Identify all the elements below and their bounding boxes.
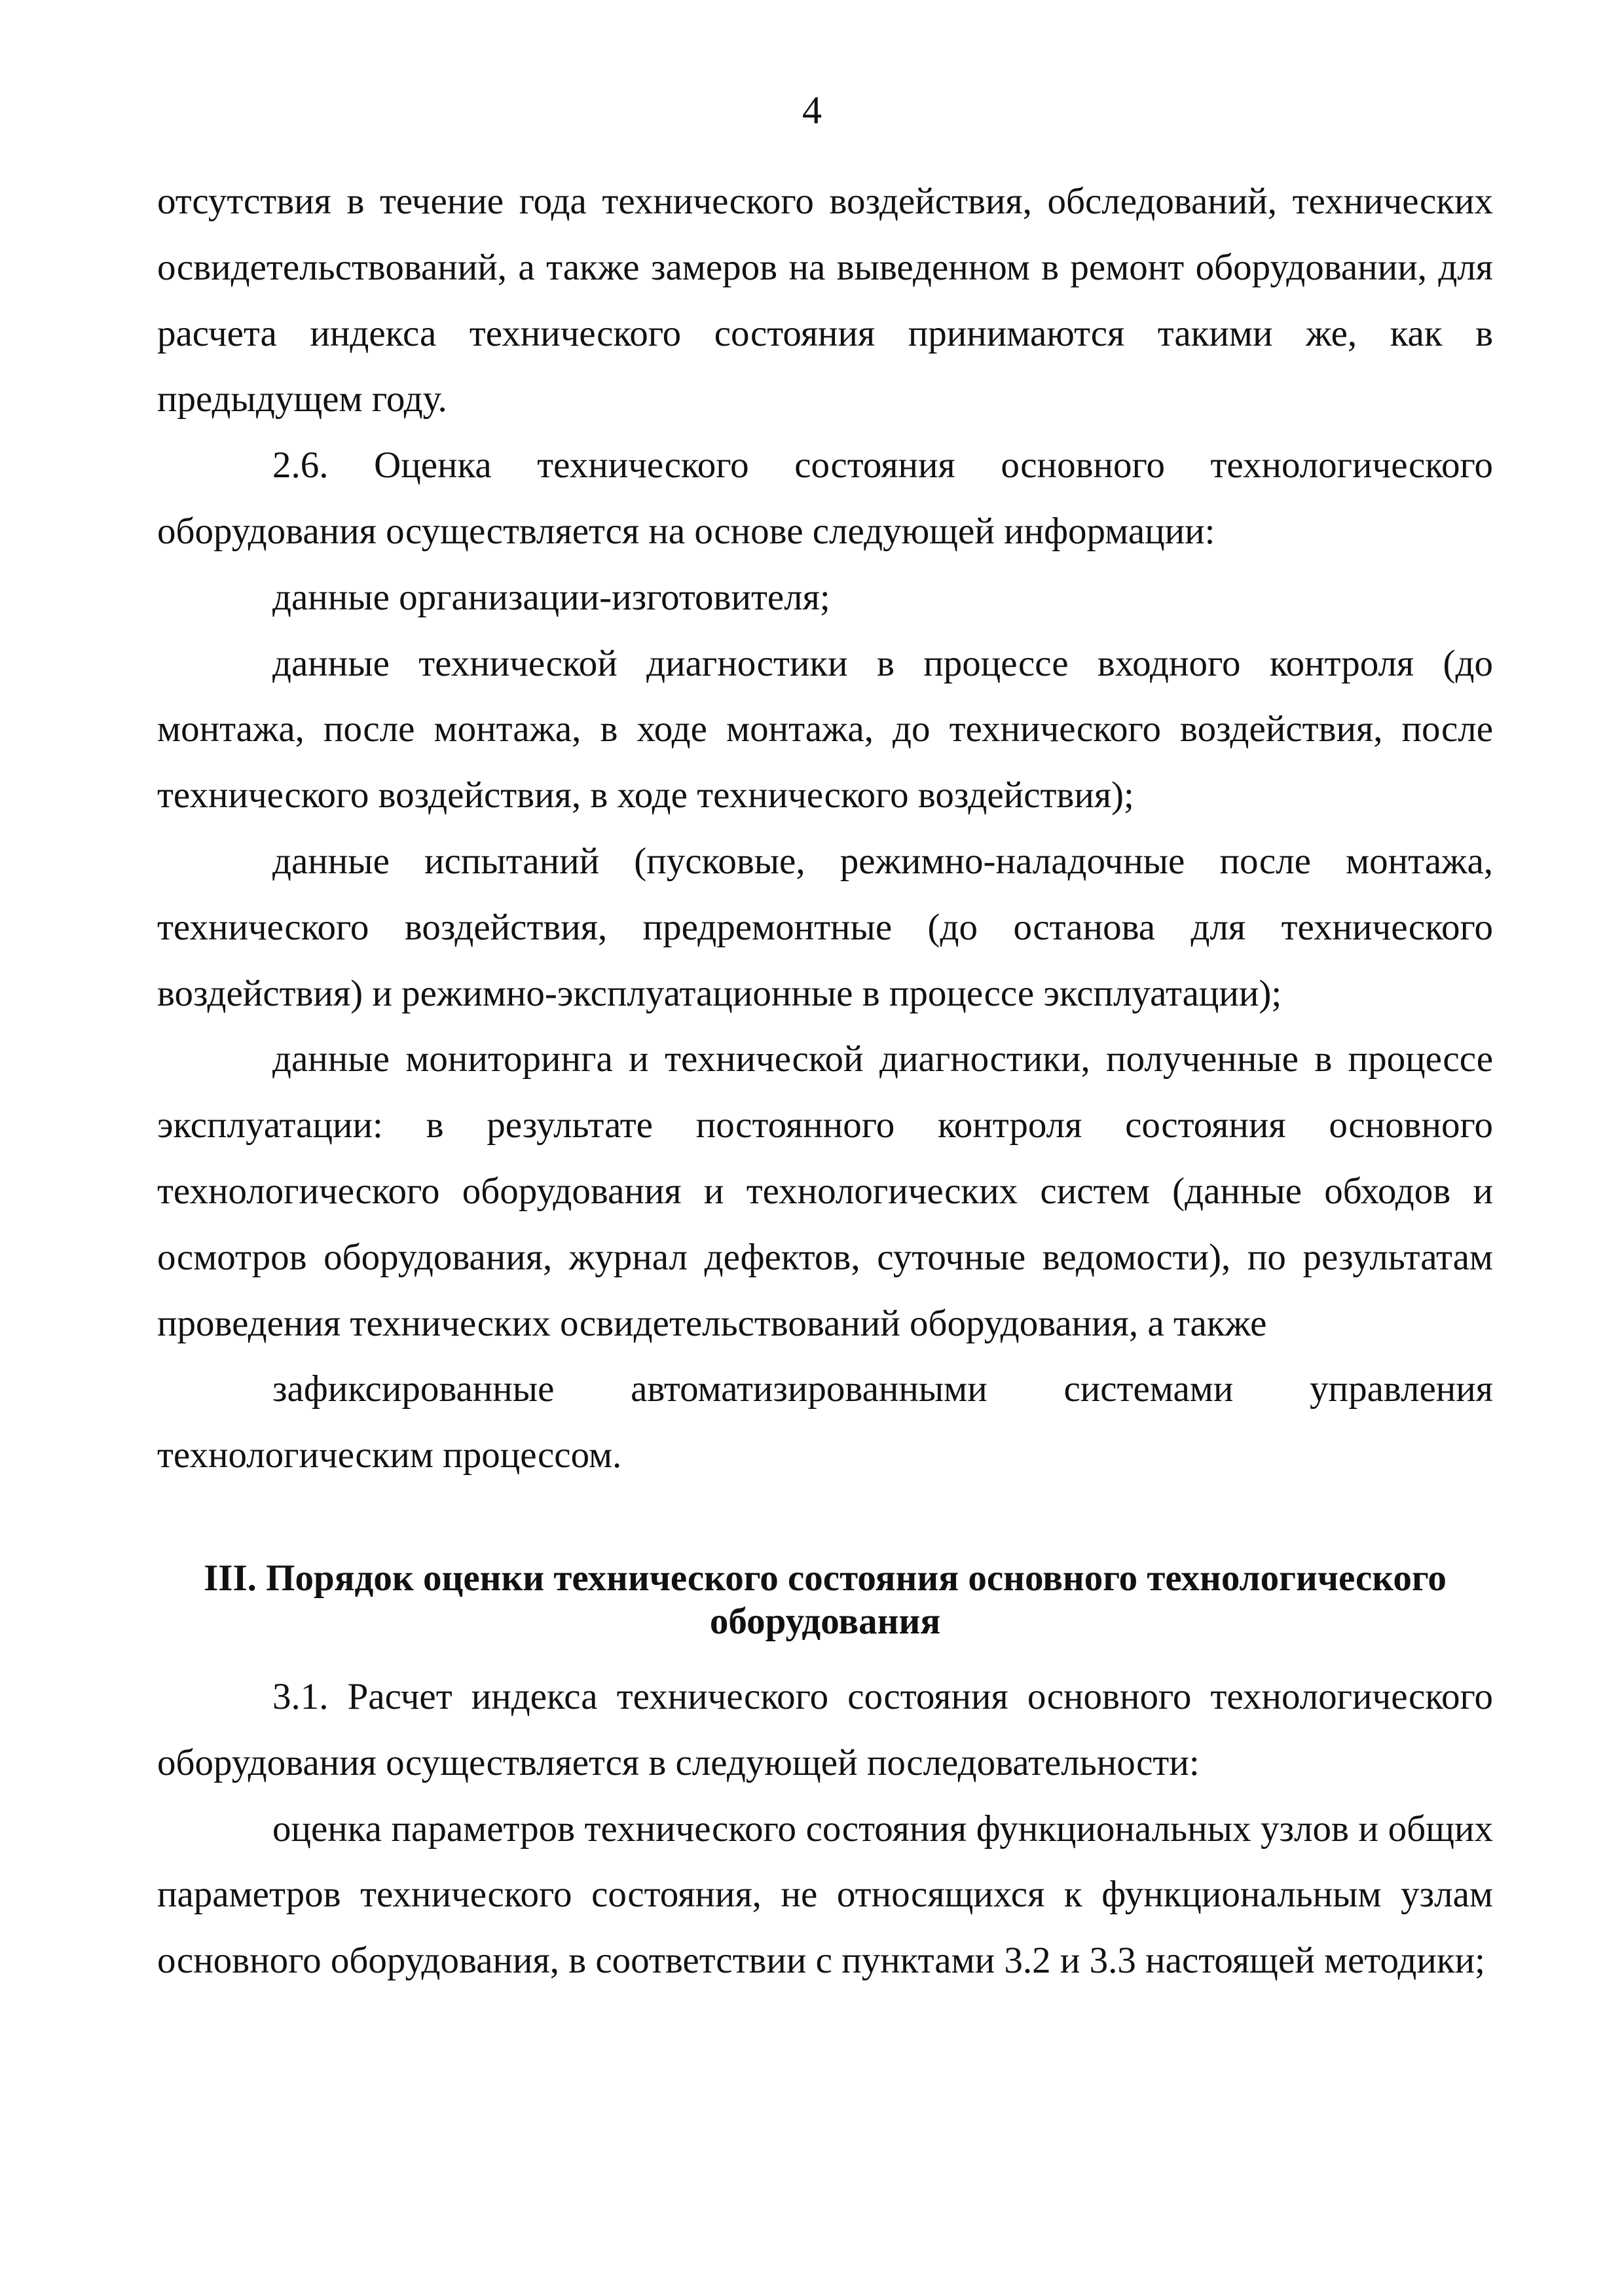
list-item-test-data: данные испытаний (пусковые, режимно-наладочные после монтажа, технического воздействия, предремонтные (до останова для технического воздействия) и режимно-эксплуатационные в процессе эксплуатации); (157, 840, 1493, 1014)
list-item-diagnostics-data: данные технической диагностики в процессе входного контроля (до монтажа, после монтажа, в ходе монтажа, до технического воздействия, после технического воздействия, в ходе технического воздействия); (157, 642, 1493, 816)
list-item-manufacturer-data: данные организации-изготовителя; (272, 576, 830, 618)
section-heading-line-2: оборудования (709, 1600, 941, 1642)
paragraph-3-1: 3.1. Расчет индекса технического состояния основного технологического оборудования осуществляется в следующей последовательности: (157, 1675, 1493, 1783)
document-body (157, 169, 1493, 1994)
page-number: 4 (802, 88, 822, 132)
list-item-monitoring-data: данные мониторинга и технической диагностики, полученные в процессе эксплуатации: в результате постоянного контроля состояния основного технологического оборудования и технологических систем (данные обходов и осмотров оборудования, журнал дефектов, суточные ведомости), по результатам проведения технических освидетельствований оборудования, а также (157, 1038, 1493, 1344)
list-item-acs-data: зафиксированные автоматизированными системами управления технологическим процессом. (157, 1368, 1493, 1476)
section-heading-line-1: III. Порядок оценки технического состояния основного технологического (204, 1557, 1447, 1599)
list-item-parameter-assessment: оценка параметров технического состояния функциональных узлов и общих параметров технического состояния, не относящихся к функциональным узлам основного оборудования, в соответствии с пунктами 3.2 и 3.3 настоящей методики; (157, 1808, 1493, 1982)
section-3-heading (157, 1489, 1493, 1664)
paragraph-2-6: 2.6. Оценка технического состояния основного технологического оборудования осуществляется на основе следующей информации: (157, 445, 1493, 552)
paragraph-continuation: отсутствия в течение года технического воздействия, обследований, технических освидетельствований, а также замеров на выведенном в ремонт оборудовании, для расчета индекса технического состояния принимаются такими же, как в предыдущем году. (157, 181, 1493, 420)
